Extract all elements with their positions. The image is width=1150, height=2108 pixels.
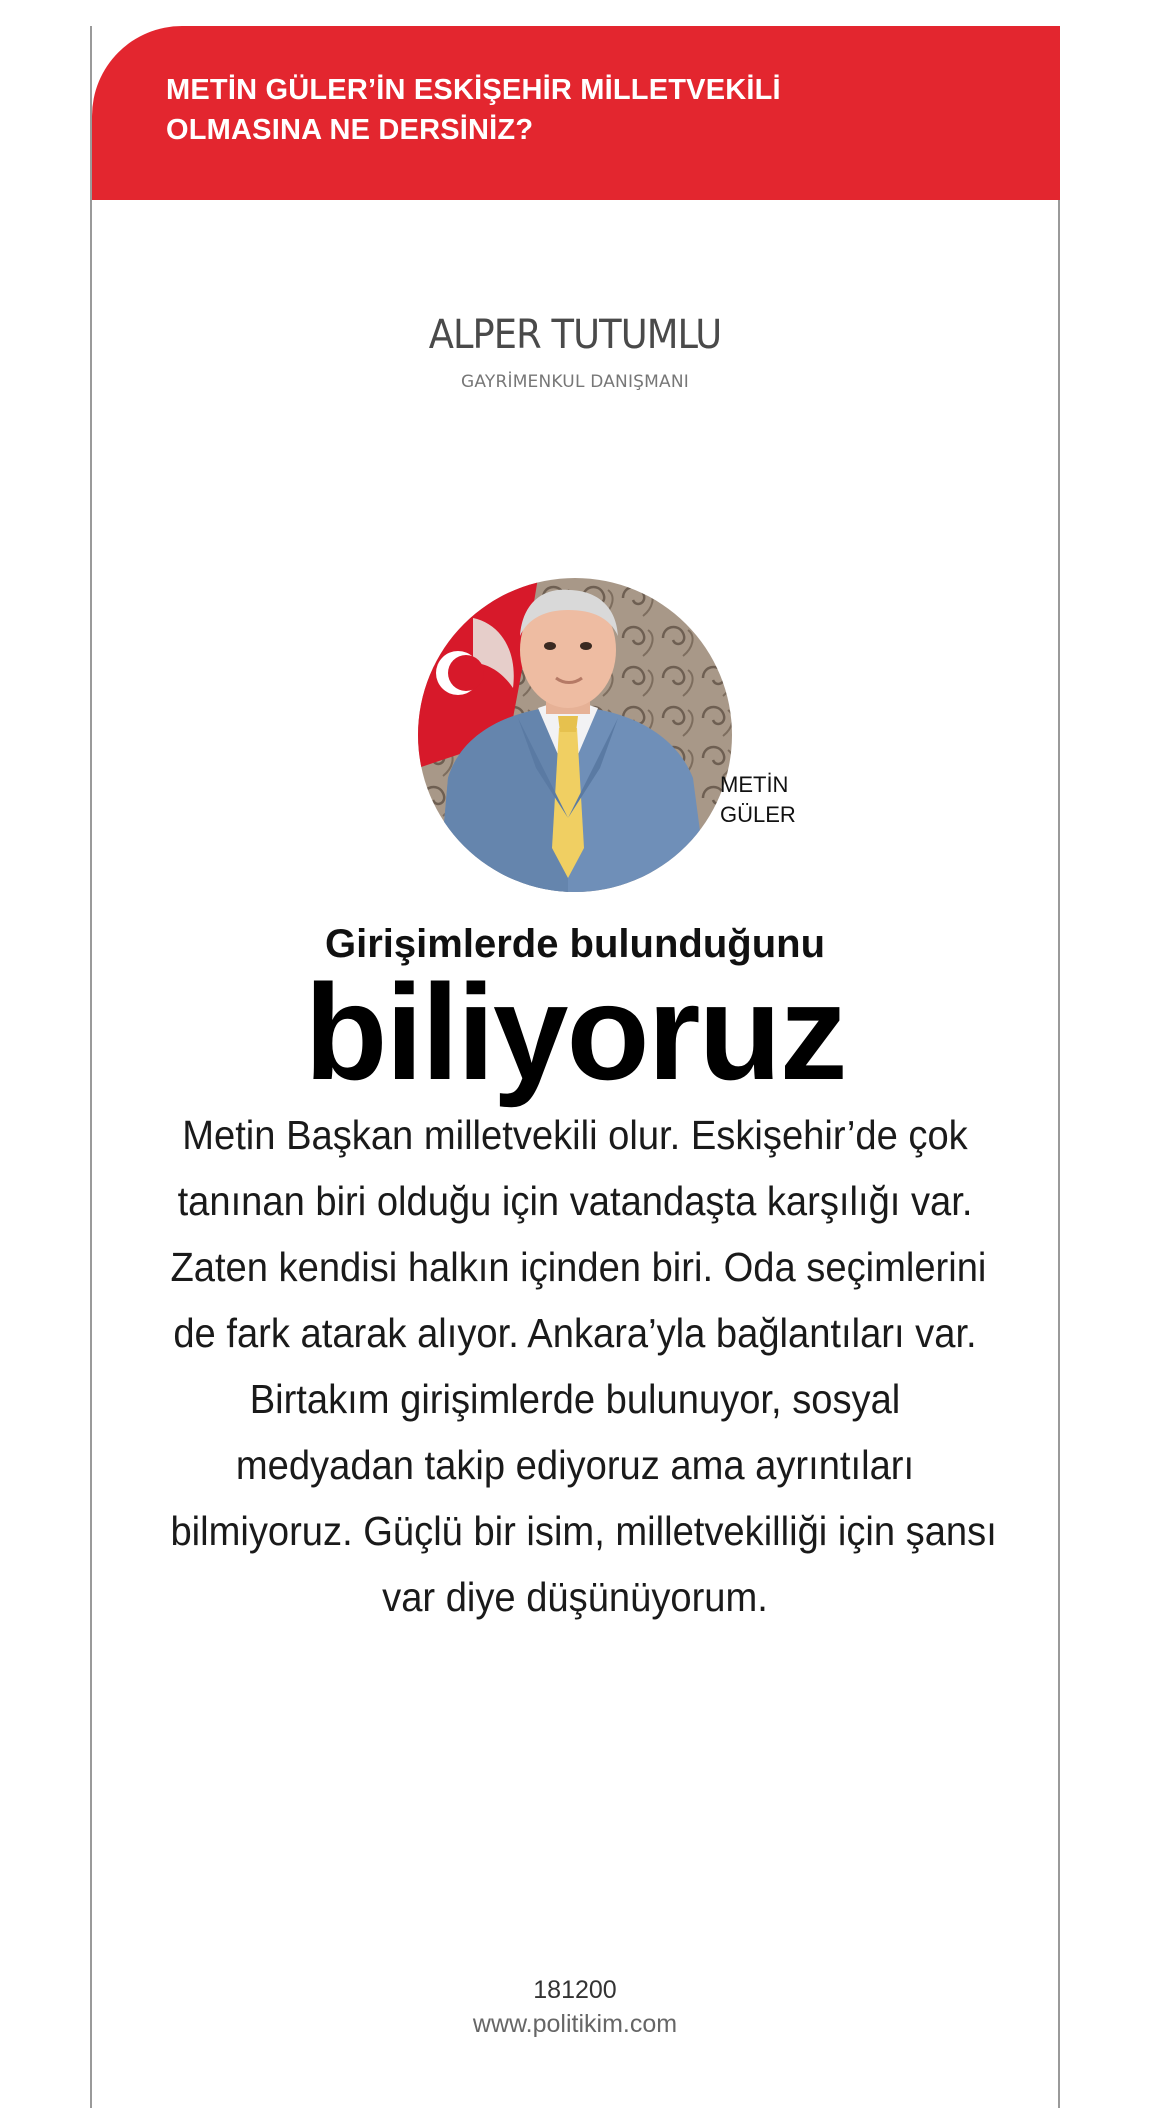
quote-body xyxy=(170,1102,997,1630)
question-text xyxy=(166,70,866,150)
question-line-1: METİN GÜLER’İN ESKİŞEHİR MİLLETVEKİLİ xyxy=(166,74,781,106)
portrait-caption-line-1: METİN xyxy=(720,772,789,797)
quote-line: de fark atarak alıyor. Ankara’yla bağlantıları var. xyxy=(173,1310,977,1356)
author-name: ALPER TUTUMLU xyxy=(428,312,722,358)
quote-line: medyadan takip ediyoruz ama ayrıntıları xyxy=(235,1442,915,1488)
question-line-2: OLMASINA NE DERSİNİZ? xyxy=(166,114,534,146)
author-title: GAYRİMENKUL DANIŞMANI xyxy=(461,372,689,392)
question-header xyxy=(92,26,1060,200)
portrait-caption-line-2: GÜLER xyxy=(720,802,796,827)
footer-website-link[interactable]: www.politikim.com xyxy=(472,2010,678,2038)
portrait-photo xyxy=(418,578,732,892)
headline-title: biliyoruz xyxy=(304,956,846,1108)
quote-line: Zaten kendisi halkın içinden biri. Oda seçimlerini xyxy=(170,1244,987,1290)
quote-line: Birtakım girişimlerde bulunuyor, sosyal xyxy=(249,1376,901,1422)
portrait-illustration xyxy=(418,578,732,892)
quote-line: tanınan biri olduğu için vatandaşta karşılığı var. xyxy=(177,1178,973,1224)
portrait-caption xyxy=(720,770,796,830)
headline-subtitle: Girişimlerde bulunduğunu xyxy=(325,922,825,966)
footer-code: 181200 xyxy=(533,1976,617,2004)
quote-line: Metin Başkan milletvekili olur. Eskişehir’de çok xyxy=(182,1112,968,1158)
quote-line: bilmiyoruz. Güçlü bir isim, milletvekilliği için şansı xyxy=(170,1508,997,1554)
quote-line: var diye düşünüyorum. xyxy=(382,1574,768,1620)
